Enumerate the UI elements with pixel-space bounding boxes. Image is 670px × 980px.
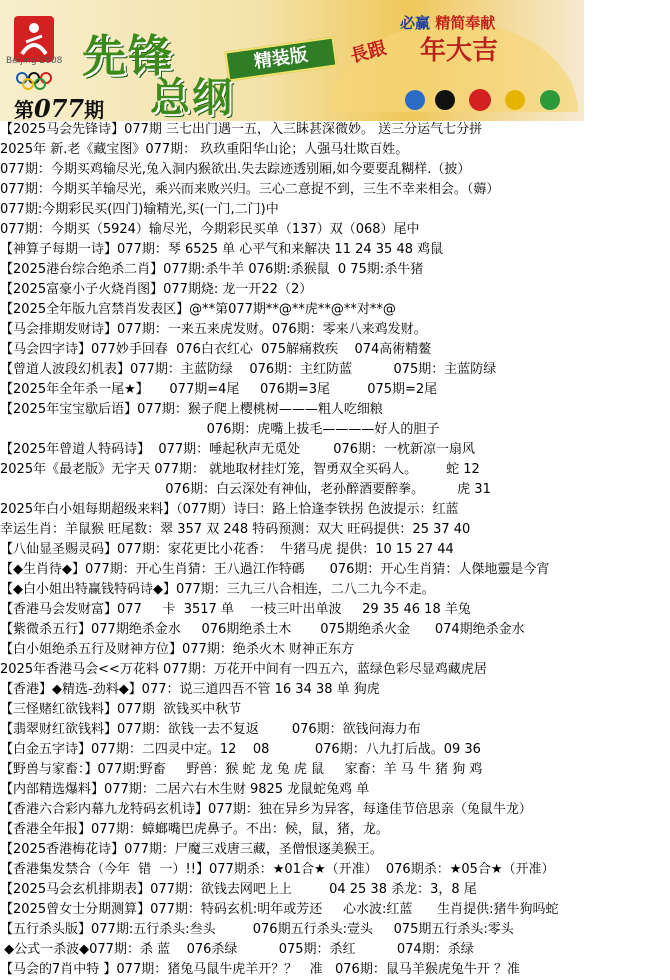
slogan-top-left: 必赢 bbox=[400, 14, 431, 32]
issue-number: 077 bbox=[34, 94, 85, 121]
edition-badge: 精装版 bbox=[224, 36, 337, 81]
text-line: 【野兽与家畜：】077期:野畜 野兽：猴 蛇 龙 兔 虎 鼠 家畜：羊 马 牛 猪 狗 鸡 bbox=[0, 762, 483, 777]
text-line: 【香港六合彩内幕九龙特码玄机诗】077期：独在异乡为异客，每逢佳节倍思亲（兔鼠牛龙） bbox=[0, 802, 532, 817]
text-line: 【紫微杀五行】077期绝杀金水 076期绝杀土木 075期绝杀火金 074期绝杀金水 bbox=[0, 622, 525, 637]
text-line: 【2025全年版九宫禁肖发表区】@**第077期**@**虎**@**对**@ bbox=[0, 302, 396, 317]
fan-text: 年大吉 bbox=[420, 36, 499, 66]
header-banner bbox=[0, 0, 584, 121]
text-line: 【马会四字诗】077妙手回春 076白衣红心 075解痛救疾 074高術精鳌 bbox=[0, 342, 432, 357]
beijing-olympic-emblem bbox=[8, 14, 64, 94]
text-line: 2025年《最老版》无字天 077期： 就地取材挂灯笼，智勇双全买码人。 蛇 12 bbox=[0, 462, 480, 477]
text-line: 【神算子每期一诗】077期：琴 6525 单 心平气和来解决 11 24 35 48 鸡鼠 bbox=[0, 242, 444, 257]
text-line: 幸运生肖：羊鼠猴 旺尾数：翠 357 双 248 特码预测：双大 旺码提供：25 37 40 bbox=[0, 522, 471, 537]
text-line: 【香港马会发财富】077 卡 3517 单 一枝三叶出单波 29 35 46 18 羊兔 bbox=[0, 602, 471, 617]
text-line: 【马会的7肖中特 】077期：猪兔马鼠牛虎羊开？？ 准 076期：鼠马羊猴虎兔牛开 ？准 bbox=[0, 962, 520, 977]
text-line: 【香港集发禁合（今年 错 一）!!】077期杀：★01合★（开准） 076期杀：★05合★（开准） bbox=[0, 862, 555, 877]
text-line: 【白金五字诗】077期：二四灵中定。12 08 076期：八九打后战。09 36 bbox=[0, 742, 481, 757]
issue-suffix: 期 bbox=[84, 98, 105, 121]
text-line: 077期：今期买（5924）输尽光，今期彩民买单（137）双（068）尾中 bbox=[0, 222, 420, 237]
text-line: 【五行杀头版】077期:五行杀头:叁头 076期五行杀头:壹头 075期五行杀头:零头 bbox=[0, 922, 514, 937]
text-line: 【2025曾女士分期测算】077期：特码玄机:明年或芳还 心水波:红蓝 生肖提供:猪牛狗吗蛇 bbox=[0, 902, 559, 917]
text-line: 【白小姐绝杀五行及财神方位】077期：绝杀火木 财神正东方 bbox=[0, 642, 354, 657]
text-line: 【2025富豪小子火烧肖图】077期烧: 龙一开22（2） bbox=[0, 282, 313, 297]
text-line: 【2025马会玄机排期表】077期：欲钱去网吧上上 04 25 38 杀龙：3，8 尾 bbox=[0, 882, 477, 897]
text-line: 【2025港台综合绝杀二肖】077期:杀牛羊 076期:杀猴鼠 0 75期:杀牛猪 bbox=[0, 262, 424, 277]
text-line: 【2025年宝宝歇后语】077期：猴子爬上樱桃树———粗人吃细粮 bbox=[0, 402, 383, 417]
slogan-side: 長跟 bbox=[348, 37, 389, 68]
issue-prefix: 第 bbox=[14, 98, 34, 121]
text-line: 2025年香港马会<<万花料 077期：万花开中间有一四五六，蓝绿色彩尽显鸡藏虎居 bbox=[0, 662, 487, 677]
text-line: 【2025香港梅花诗】077期：尸魔三戏唐三藏，圣僧恨逐美猴王。 bbox=[0, 842, 383, 857]
text-line: 【2025年全年杀一尾★】 077期=4尾 076期=3尾 075期=2尾 bbox=[0, 382, 438, 397]
text-line: 【香港】◆精选-劲料◆】077：说三道四吾不管 16 34 38 单 狗虎 bbox=[0, 682, 380, 697]
text-line: 2025年白小姐每期超级来料】（077期）诗曰：路上恰逢李铁拐 色波提示：红蓝 bbox=[0, 502, 459, 517]
slogan-top-right: 精简奉献 bbox=[435, 14, 496, 32]
beijing-label: Beijing 2008 bbox=[6, 56, 63, 66]
text-line: 076期：白云深处有神仙，老孙醉酒要醉拳。 虎 31 bbox=[0, 482, 491, 497]
text-line: 【2025马会先锋诗】077期 三七出门遇一五，入三眛甚深微妙。 送三分运气七分拼 bbox=[0, 122, 483, 137]
slogan-top bbox=[400, 12, 495, 33]
text-line: 076期：虎嘴上拔毛————好人的胆子 bbox=[0, 422, 440, 437]
text-line: 【八仙显圣赐灵码】077期：家花更比小花香： 牛猪马虎 提供：10 15 27 44 bbox=[0, 542, 454, 557]
title-bottom: 总纲 bbox=[150, 74, 234, 121]
text-line: 077期:今期彩民买(四门)输精光,买(一门,二门)中 bbox=[0, 202, 279, 217]
title-top: 先锋 bbox=[82, 31, 174, 82]
text-line: 【翡翠财红欲钱料】077期：欲钱一去不复返 076期：欲钱问海力布 bbox=[0, 722, 421, 737]
text-line: 077期：今期买羊输尽光，乘兴而来败兴归。三心二意捉不到，三生不幸来相会。（薅） bbox=[0, 182, 500, 197]
text-line: 【◆白小姐出特赢钱特码诗◆】077期：三九三八合相连，二八二九今不走。 bbox=[0, 582, 435, 597]
text-line: 【曾道人波段幻机表】077期：主蓝防绿 076期：主红防蓝 075期：主蓝防绿 bbox=[0, 362, 497, 377]
text-line: 【马会排期发财诗】077期：一来五来虎发财。076期：零来八来鸡发财。 bbox=[0, 322, 427, 337]
mascots-icon bbox=[400, 86, 570, 114]
text-line: 【◆生肖待◆】077期：开心生肖猜：王八過江作特碼 076期：开心生肖猜：人傑地靈是今宵 bbox=[0, 562, 550, 577]
text-line: 【内部精选爆料】077期：二居六右木生财 9825 龙鼠蛇兔鸡 单 bbox=[0, 782, 370, 797]
text-line: 2025年 新.老《藏宝图》077期： 玖玖重阳华山论；人强马壮欺百姓。 bbox=[0, 142, 409, 157]
text-line: ◆公式一杀波◆077期：杀 蓝 076杀绿 075期：杀红 074期：杀绿 bbox=[0, 942, 474, 957]
text-line: 【2025年曾道人特码诗】 077期：唾起秋声无觅处 076期：一枕新凉一扇风 bbox=[0, 442, 476, 457]
text-line: 【三怪赌红欲钱料】077期 欲钱买中秋节 bbox=[0, 702, 242, 717]
text-line: 077期：今期买鸡输尽光,兔入洞内猴欲出.失去踪迹透别厢,如今要要乱糊样.（披） bbox=[0, 162, 471, 177]
issue-label bbox=[14, 94, 104, 121]
text-line: 【香港全年报】077期：蟑螂嘴巴虎鼻子。不出：候，鼠，猪，龙。 bbox=[0, 822, 389, 837]
